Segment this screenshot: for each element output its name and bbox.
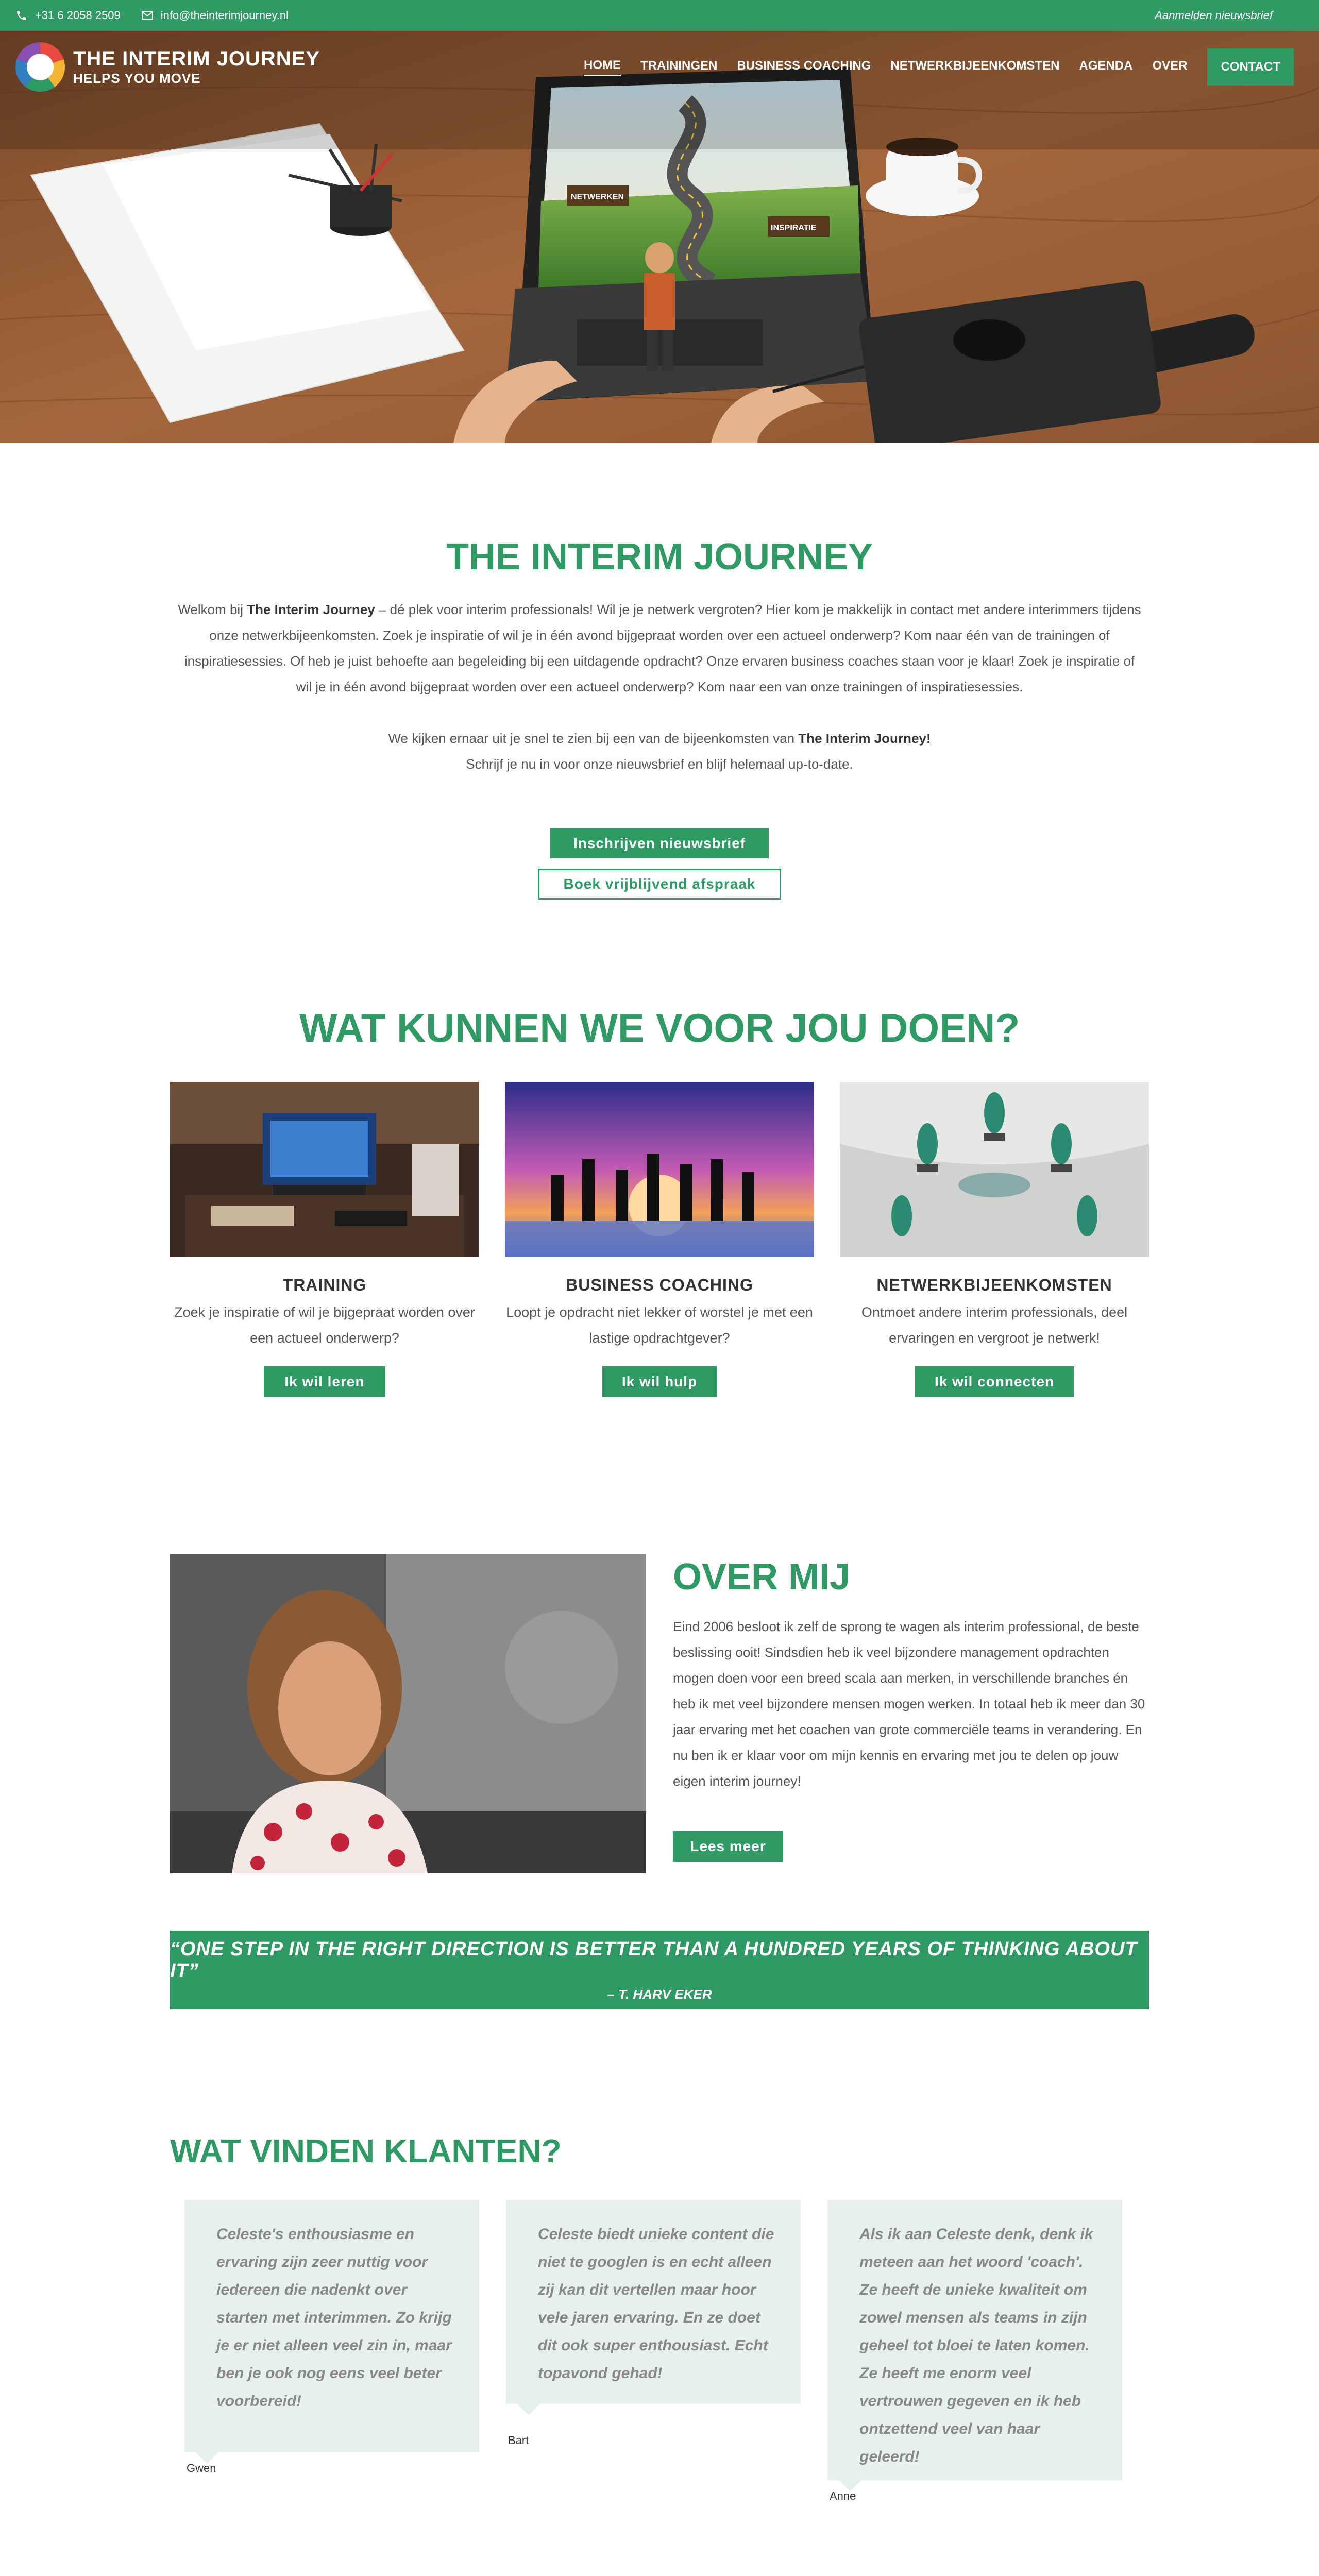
about-photo (170, 1554, 646, 1873)
testimonial-name-3: Anne (830, 2489, 856, 2502)
topbar-email[interactable] (141, 9, 289, 22)
testimonial-name-2: Bart (508, 2434, 529, 2447)
service-text-business-coaching: Loopt je opdracht niet lekker of worstel je met een lastige opdrachtgever? (506, 1304, 813, 1346)
service-title-networking: NETWERKBIJEENKOMSTEN (876, 1276, 1112, 1294)
intro-p2-a: We kijken ernaar uit je snel te zien bij een van de bijeenkomsten van (388, 731, 799, 746)
quote-banner (170, 1931, 1149, 2009)
hero-sign-left: NETWERKEN (571, 193, 624, 201)
mail-icon (141, 9, 154, 22)
intro-p2-brand: The Interim Journey! (798, 731, 931, 746)
testimonial-card-2 (506, 2200, 801, 2404)
intro-p1-brand: The Interim Journey (247, 602, 375, 617)
service-text-networking: Ontmoet andere interim professionals, deel ervaringen en vergroot je netwerk! (861, 1304, 1128, 1346)
nav-item-over[interactable]: OVER (1152, 59, 1188, 73)
nav-contact-button[interactable]: CONTACT (1207, 48, 1294, 86)
testimonial-pointer-2 (517, 2404, 540, 2415)
main-nav (0, 31, 1319, 103)
testimonial-text-3: Als ik aan Celeste denk, denk ik meteen aan het woord 'coach'. Ze heeft de unieke kwaliteit om zowel mensen als teams in zijn geheel tot bloei te laten komen. Ze heeft me enorm veel vertrouwen gegeven en ik heb ontzettend veel van haar geleerd! (859, 2226, 1093, 2465)
intro-paragraph-2 (175, 725, 1144, 751)
site-logo[interactable] (15, 42, 320, 92)
service-title-training: TRAINING (282, 1276, 367, 1294)
hero-sign-right: INSPIRATIE (771, 224, 817, 232)
intro-title: THE INTERIM JOURNEY (446, 536, 873, 578)
quote-author: – T. HARV EKER (607, 1986, 712, 2002)
nav-item-home[interactable]: HOME (584, 58, 621, 76)
help-button[interactable]: Ik wil hulp (602, 1366, 717, 1397)
intro-p1-c: – dé plek voor interim professionals! Wil je je netwerk vergroten? Hier kom je makkelijk in contact met andere interimmers tijdens onze netwerkbijeenkomsten. Zoek je inspiratie of wil je in één avond bijgepraat worden over een actueel onderwerp? Kom naar één van de trainingen of inspiratiesessies. Of heb je juist behoefte aan begeleiding bij een uitdagende opdracht? Onze ervaren business coaches staan voor je klaar! Zoek je inspiratie of wil je in één avond bijgepraat worden over een actueel onderwerp? Kom naar een van onze trainingen of inspiratiesessies. (184, 602, 1141, 694)
nav-menu (574, 48, 1304, 86)
nav-item-trainingen[interactable]: TRAININGEN (640, 59, 718, 73)
phone-icon (15, 9, 28, 22)
newsletter-signup-button[interactable]: Inschrijven nieuwsbrief (550, 828, 769, 858)
topbar-email-text: info@theinterimjourney.nl (160, 9, 289, 22)
read-more-about-button[interactable]: Lees meer (673, 1831, 783, 1862)
top-bar (0, 0, 1319, 31)
book-appointment-button[interactable]: Boek vrijblijvend afspraak (538, 869, 781, 900)
topbar-phone[interactable] (15, 9, 121, 22)
nav-item-netwerkbijeenkomsten[interactable]: NETWERKBIJEENKOMSTEN (890, 59, 1060, 73)
learn-button[interactable]: Ik wil leren (264, 1366, 385, 1397)
topbar-newsletter-link[interactable]: Aanmelden nieuwsbrief (1155, 9, 1273, 22)
testimonial-name-1: Gwen (187, 2462, 216, 2475)
topbar-phone-text: +31 6 2058 2509 (35, 9, 121, 22)
logo-tagline: HELPS YOU MOVE (73, 71, 201, 86)
testimonial-text-1: Celeste's enthousiasme en ervaring zijn zeer nuttig voor iedereen die nadenkt over starten met interimmen. Zo krijg je er niet alleen veel zin in, maar ben je ook nog eens veel beter voorbereid! (216, 2226, 452, 2410)
training-image (170, 1082, 479, 1257)
intro-paragraph-1 (175, 597, 1144, 700)
logo-mark-icon (15, 42, 65, 92)
about-text: Eind 2006 besloot ik zelf de sprong te wagen als interim professional, de beste beslissing ooit! Sindsdien heb ik veel bijzondere management opdrachten mogen doen voor een breed scala aan merken, in verschillende branches én heb ik met veel bijzondere mensen mogen werken. In totaal heb ik meer dan 30 jaar ervaring met het coachen van grote commerciële teams in verandering. En nu ben ik er klaar voor om mijn kennis en ervaring met jou te delen op jouw eigen interim journey! (673, 1619, 1145, 1789)
testimonial-card-3 (827, 2200, 1122, 2480)
about-title: OVER MIJ (673, 1556, 851, 1598)
networking-image (840, 1082, 1149, 1257)
connect-button[interactable]: Ik wil connecten (915, 1366, 1074, 1397)
intro-text (175, 597, 1144, 777)
intro-p1-a: Welkom bij (178, 602, 247, 617)
testimonials-title: WAT VINDEN KLANTEN? (170, 2132, 562, 2170)
intro-paragraph-3: Schrijf je nu in voor onze nieuwsbrief en blijf helemaal up-to-date. (466, 756, 853, 772)
service-title-business-coaching: BUSINESS COACHING (566, 1276, 753, 1294)
services-title: WAT KUNNEN WE VOOR JOU DOEN? (299, 1005, 1020, 1050)
testimonial-card-1 (184, 2200, 479, 2452)
testimonial-text-2: Celeste biedt unieke content die niet te googlen is en echt alleen zij kan dit vertellen maar hoor vele jaren ervaring. En ze doet dit ook super enthousiast. Echt topavond gehad! (538, 2226, 774, 2382)
business-coaching-image (505, 1082, 814, 1257)
nav-item-business-coaching[interactable]: BUSINESS COACHING (737, 59, 871, 73)
quote-text: “ONE STEP IN THE RIGHT DIRECTION IS BETTER THAN A HUNDRED YEARS OF THINKING ABOUT IT” (170, 1938, 1138, 1982)
service-text-training: Zoek je inspiratie of wil je bijgepraat worden over een actueel onderwerp? (174, 1304, 475, 1346)
nav-item-agenda[interactable]: AGENDA (1079, 59, 1133, 73)
logo-name: THE INTERIM JOURNEY (73, 47, 320, 70)
